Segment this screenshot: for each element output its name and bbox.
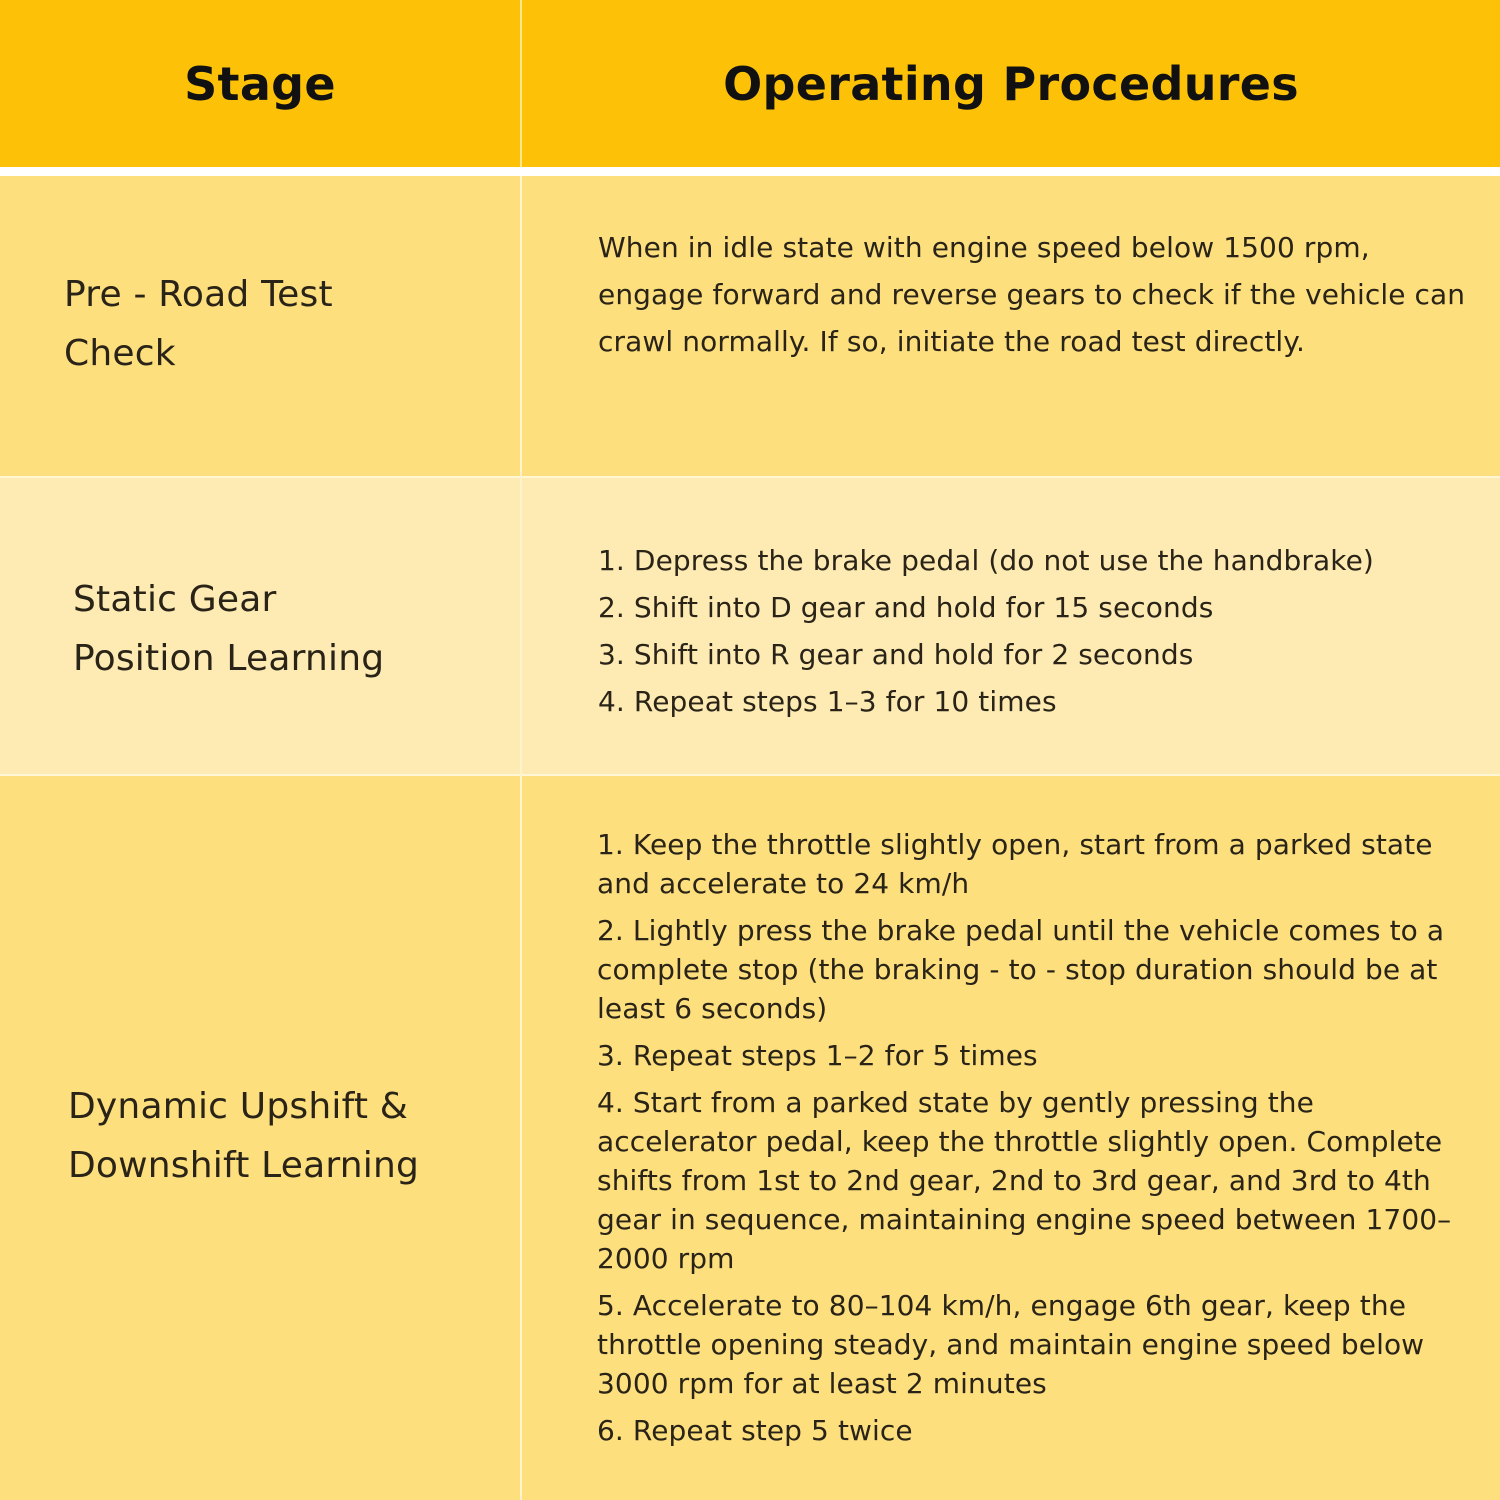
stage-pre-road-test [64,265,484,383]
header-procedures: Operating Procedures [723,56,1299,111]
column-divider [520,176,522,1500]
header-stage: Stage [184,56,336,111]
procedure-step: 1. Depress the brake pedal (do not use the handbrake) [598,544,1374,577]
procedure-step: 5. Accelerate to 80–104 km/h, engage 6th gear, keep the throttle opening steady, and maintain engine speed below 3000 rpm for at least 2 minutes [597,1289,1425,1400]
stage-static-gear-learning [73,570,503,688]
procedure-step: 6. Repeat step 5 twice [597,1414,913,1447]
procedure-step: 4. Start from a parked state by gently pressing the accelerator pedal, keep the throttle slightly open. Complete shifts from 1st to 2nd gear, 2nd to 3rd gear, and 3rd to 4th gear in sequence, maintaining engine speed between 1700–2000 rpm [597,1086,1452,1275]
stage-label-line: Static Gear [73,579,277,620]
stage-label-line: Dynamic Upshift & [68,1086,409,1127]
procedure-step: 2. Shift into D gear and hold for 15 seconds [598,591,1214,624]
stage-label-line: Pre - Road Test [64,274,333,315]
procedure-step: 1. Keep the throttle slightly open, start from a parked state and accelerate to 24 km/h [597,828,1433,900]
procedure-step: 3. Shift into R gear and hold for 2 seconds [598,638,1194,671]
procedure-step: 3. Repeat steps 1–2 for 5 times [597,1039,1038,1072]
stage-label-line: Check [64,333,176,374]
procedure-step: 4. Repeat steps 1–3 for 10 times [598,685,1057,718]
procedure-step: 2. Lightly press the brake pedal until the vehicle comes to a complete stop (the braking - to - stop duration should be at least 6 seconds) [597,914,1445,1025]
stage-dynamic-shift-learning [68,1077,508,1195]
stage-label-line: Position Learning [73,638,385,679]
table-header [0,0,1500,167]
header-underline [0,167,1500,176]
procedure-dynamic-shift-learning [597,825,1457,1458]
procedure-static-gear-learning [598,537,1478,725]
stage-label-line: Downshift Learning [68,1145,420,1186]
procedure-pre-road-test: When in idle state with engine speed below 1500 rpm, engage forward and reverse gears to check if the vehicle can crawl normally. If so, initiate the road test directly. [598,231,1466,358]
